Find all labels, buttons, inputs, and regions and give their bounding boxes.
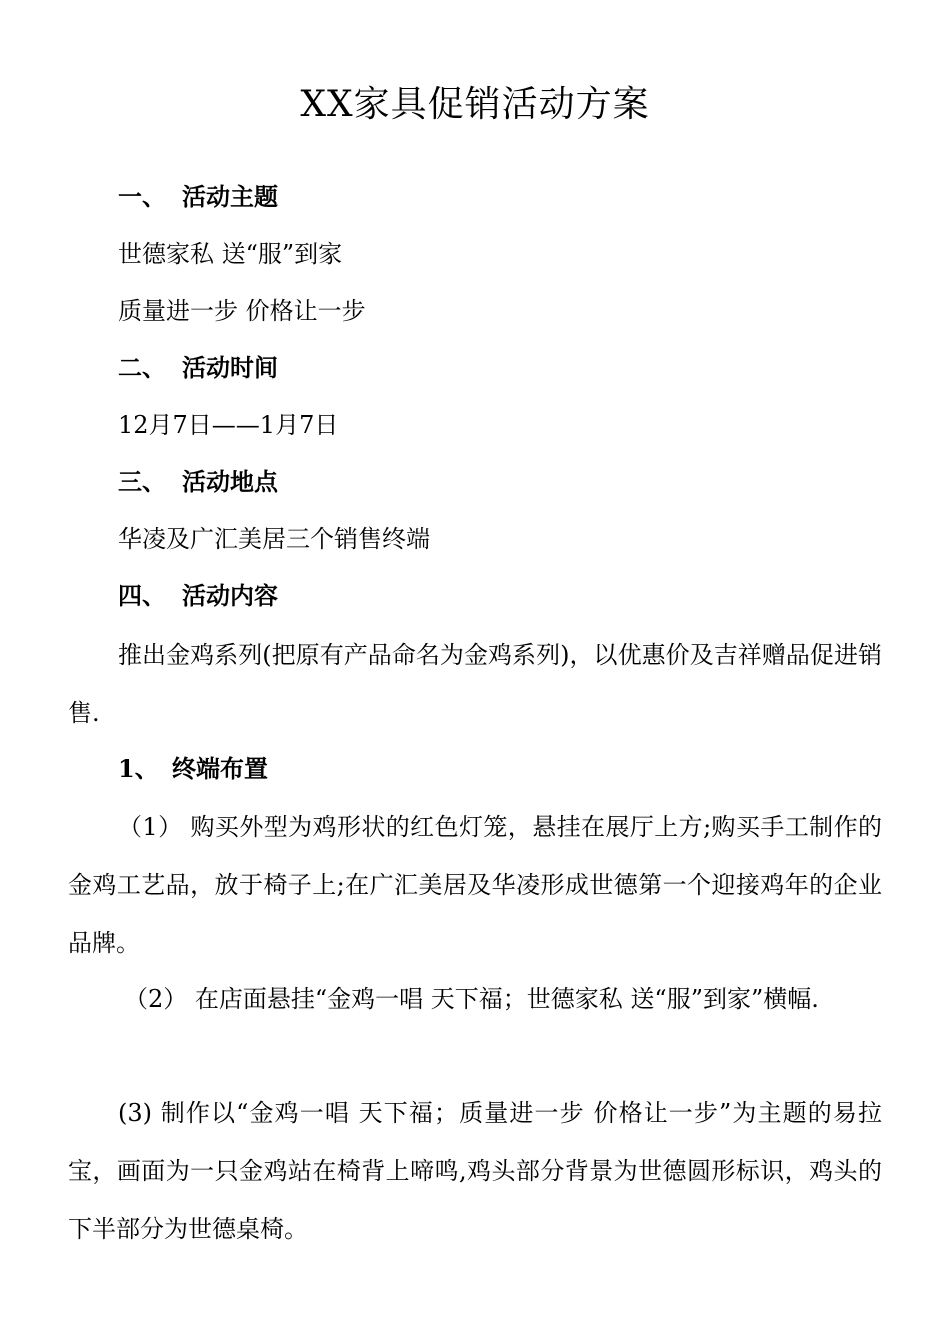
content-intro-paragraph: 推出金鸡系列(把原有产品命名为金鸡系列)，以优惠价及吉祥赠品促进销售. <box>68 641 882 727</box>
subsection-heading-terminal <box>118 752 268 786</box>
section-heading-time <box>118 351 278 385</box>
theme-line-1: 世德家私 送“服”到家 <box>118 240 343 268</box>
list-item-3-paragraph: (3) 制作以“金鸡一唱 天下福；质量进一步 价格让一步”为主题的易拉宝，画面为一只金鸡站在椅背上啼鸣,鸡头部分背景为世德圆形标识，鸡头的下半部分为世德桌椅。 <box>68 1099 882 1243</box>
location-line: 华凌及广汇美居三个销售终端 <box>118 525 430 553</box>
section-heading-theme <box>118 180 278 214</box>
section-title: 活动地点 <box>182 467 278 496</box>
theme-line-2: 质量进一步 价格让一步 <box>118 297 366 325</box>
section-title: 活动时间 <box>182 353 278 382</box>
section-number: 一、 <box>118 182 166 211</box>
subsection-title: 终端布置 <box>172 754 268 783</box>
section-title: 活动主题 <box>182 182 278 211</box>
section-number: 二、 <box>118 353 166 382</box>
section-number: 三、 <box>118 467 166 496</box>
section-heading-location <box>118 465 278 499</box>
section-heading-content <box>118 579 278 613</box>
section-title: 活动内容 <box>182 581 278 610</box>
list-item-1-paragraph: （1） 购买外型为鸡形状的红色灯笼，悬挂在展厅上方;购买手工制作的金鸡工艺品，放于椅子上;在广汇美居及华凌形成世德第一个迎接鸡年的企业品牌。 <box>68 813 882 957</box>
list-item-2-paragraph: （2） 在店面悬挂“金鸡一唱 天下福；世德家私 送“服”到家”横幅. <box>124 985 819 1013</box>
subsection-number: 1、 <box>118 754 159 783</box>
section-number: 四、 <box>118 581 166 610</box>
document-title: XX家具促销活动方案 <box>300 84 650 125</box>
time-line: 12月7日——1月7日 <box>118 411 339 439</box>
